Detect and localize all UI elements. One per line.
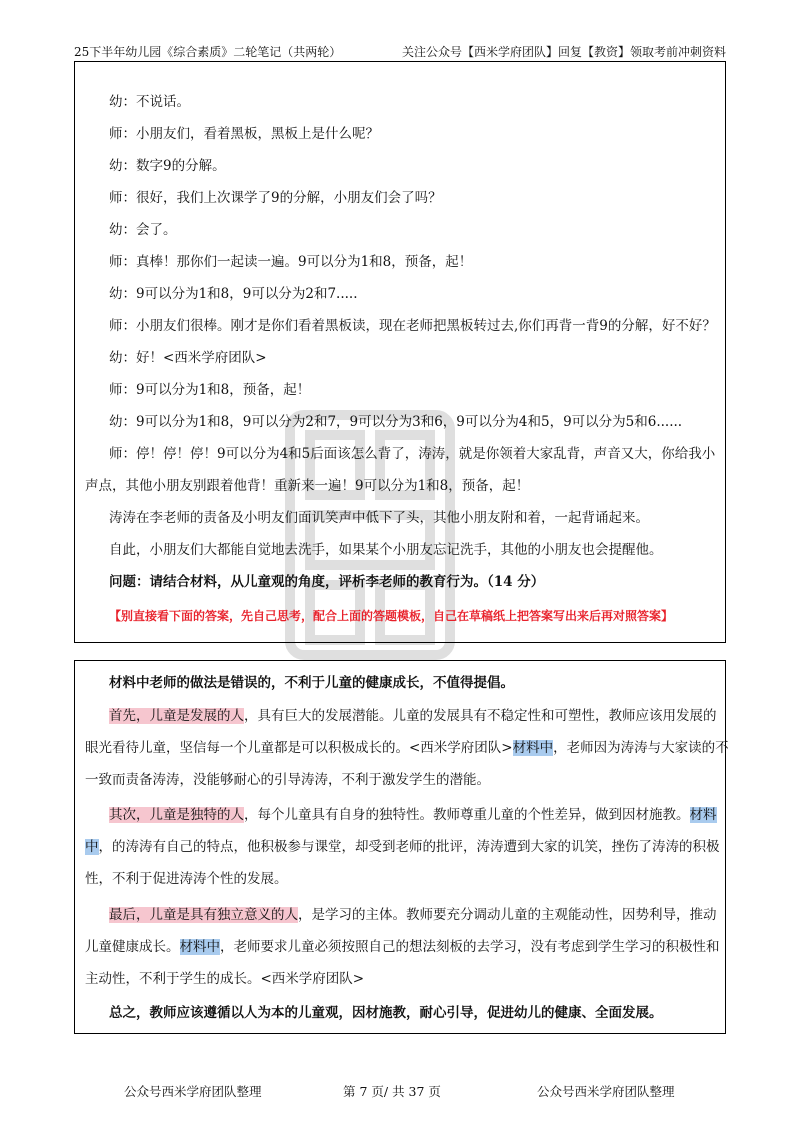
footer-left: 公众号西米学府团队整理 bbox=[124, 1084, 262, 1099]
dialogue-line: 师：真棒！那你们一起读一遍。9可以分为1和8，预备，起！ bbox=[109, 254, 473, 270]
dialogue-line: 声点，其他小朋友别跟着他背！重新来一遍！9可以分为1和8，预备，起！ bbox=[85, 478, 530, 494]
dialogue-line: 幼：好！<西米学府团队> bbox=[109, 350, 267, 366]
answer-thesis: 材料中老师的做法是错误的，不利于儿童的健康成长，不值得提倡。 bbox=[109, 675, 514, 691]
material-highlight: 中 bbox=[85, 839, 99, 855]
dialogue-line: 幼：9可以分为1和8，9可以分为2和7..... bbox=[109, 286, 358, 302]
instruction-note: 【别直接看下面的答案，先自己思考，配合上面的答题模板，自己在草稿纸上把答案写出来后再对照答案】 bbox=[109, 609, 674, 623]
page-number: 第 7 页/ 共 37 页 bbox=[343, 1084, 441, 1099]
keyword-highlight: 首先， bbox=[109, 708, 150, 724]
narrative-line: 自此，小朋友们大都能自觉地去洗手，如果某个小朋友忘记洗手，其他的小朋友也会提醒他。 bbox=[109, 542, 663, 558]
material-highlight: 材料中 bbox=[179, 939, 220, 955]
dialogue-line: 师：停！停！停！9可以分为4和5后面该怎么背了，涛涛，就是你领着大家乱背，声音又大，你给我小 bbox=[109, 446, 716, 462]
footer-right: 公众号西米学府团队整理 bbox=[537, 1084, 675, 1099]
dialogue-line: 幼：9可以分为1和8，9可以分为2和7，9可以分为3和6，9可以分为4和5，9可以分为5和6...... bbox=[109, 414, 683, 430]
answer-p3-line3: 主动性，不利于学生的成长。<西米学府团队> bbox=[85, 971, 365, 987]
header-right: 关注公众号【西米学府团队】回复【教资】领取考前冲刺资料 bbox=[401, 45, 726, 59]
answer-p2-line3: 性，不利于促进涛涛个性的发展。 bbox=[85, 871, 288, 887]
answer-summary: 总之，教师应该遵循以人为本的儿童观，因材施教，耐心引导，促进幼儿的健康、全面发展。 bbox=[109, 1005, 663, 1021]
material-highlight: 材料 bbox=[689, 807, 717, 823]
answer-p1-line2: 眼光看待儿童，坚信每一个儿童都是可以积极成长的。<西米学府团队>材料中，老师因为涛涛与大家读的不 bbox=[85, 740, 729, 756]
material-highlight: 材料中 bbox=[512, 740, 554, 756]
answer-p2-line2: 中，的涛涛有自己的特点，他积极参与课堂，却受到老师的批评，涛涛遭到大家的讥笑，挫伤了涛涛的积极 bbox=[85, 839, 720, 855]
answer-p1-line1: 首先，儿童是发展的人，具有巨大的发展潜能。儿童的发展具有不稳定性和可塑性，教师应该用发展的 bbox=[109, 708, 717, 724]
answer-p3-line1: 最后，儿童是具有独立意义的人，是学习的主体。教师要充分调动儿童的主观能动性，因势利导，推动 bbox=[109, 907, 717, 923]
answer-p1-line3: 一致而责备涛涛，没能够耐心的引导涛涛，不利于激发学生的潜能。 bbox=[85, 772, 490, 788]
header-left: 25下半年幼儿园《综合素质》二轮笔记（共两轮） bbox=[74, 45, 342, 59]
dialogue-line: 师：很好，我们上次课学了9的分解，小朋友们会了吗？ bbox=[109, 190, 442, 206]
answer-box bbox=[74, 660, 729, 1034]
dialogue-line: 幼：不说话。 bbox=[109, 94, 190, 110]
keyword-highlight: 其次， bbox=[109, 807, 150, 823]
answer-p2-line1: 其次，儿童是独特的人，每个儿童具有自身的独特性。教师尊重儿童的个性差异，做到因材施教。材料 bbox=[109, 807, 717, 823]
dialogue-line: 幼：数字9的分解。 bbox=[109, 158, 226, 174]
keyword-highlight: 最后， bbox=[109, 907, 150, 923]
dialogue-line: 幼：会了。 bbox=[109, 222, 177, 238]
question-text: 问题：请结合材料，从儿童观的角度，评析李老师的教育行为。（14 分） bbox=[109, 574, 545, 590]
keyword-highlight: 儿童是发展的人 bbox=[149, 708, 244, 724]
keyword-highlight: 儿童是具有独立意义的人 bbox=[149, 907, 298, 923]
answer-p3-line2: 儿童健康成长。材料中，老师要求儿童必须按照自己的想法刻板的去学习，没有考虑到学生学习的积极性和 bbox=[85, 939, 720, 955]
dialogue-line: 师：小朋友们，看着黑板，黑板上是什么呢？ bbox=[109, 126, 379, 142]
material-box bbox=[74, 62, 726, 643]
page-header bbox=[74, 40, 726, 60]
dialogue-line: 师：9可以分为1和8，预备，起！ bbox=[109, 382, 311, 398]
keyword-highlight: 儿童是独特的人 bbox=[149, 807, 244, 823]
narrative-line: 涛涛在李老师的责备及小明友们面讥笑声中低下了头，其他小朋友附和着，一起背诵起来。 bbox=[109, 510, 649, 526]
dialogue-line: 师：小朋友们很棒。刚才是你们看着黑板读，现在老师把黑板转过去,你们再背一背9的分解，好不好？ bbox=[109, 318, 716, 334]
